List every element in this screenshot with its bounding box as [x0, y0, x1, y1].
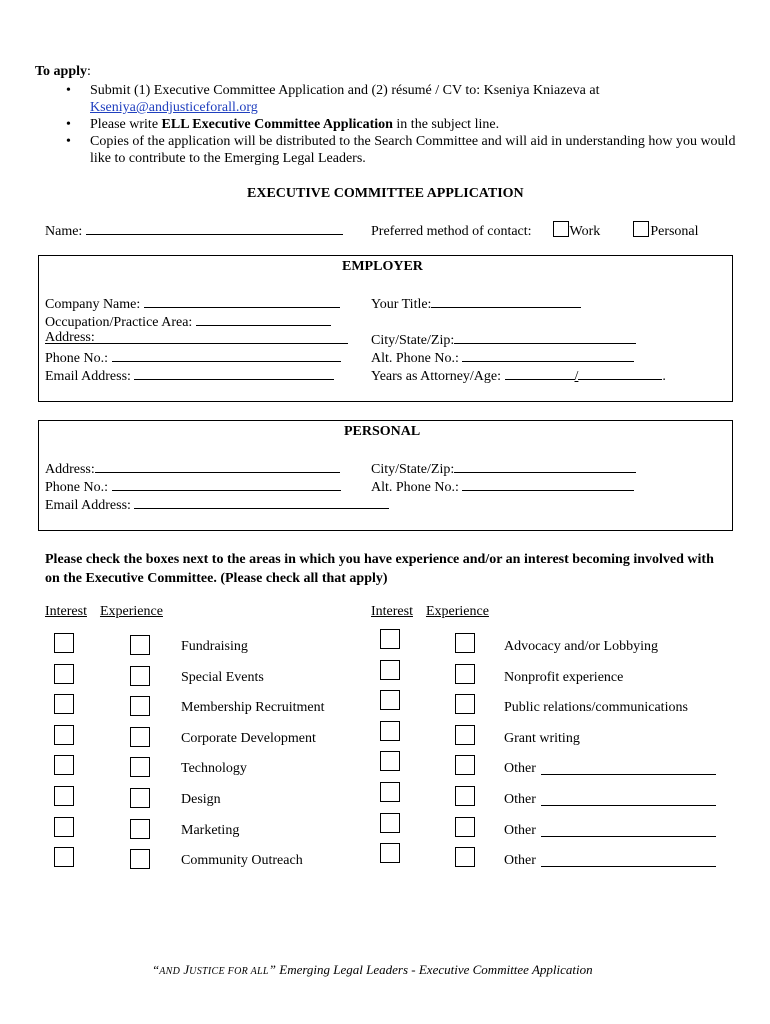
area-label: Corporate Development — [181, 730, 316, 746]
area-label: Public relations/communications — [504, 700, 688, 716]
interest-checkbox[interactable] — [54, 786, 74, 806]
employer-email-field[interactable]: Email Address: — [45, 366, 334, 385]
company-name-field[interactable]: Company Name: — [45, 294, 340, 313]
experience-checkbox[interactable] — [455, 725, 475, 745]
employer-city-field[interactable]: City/State/Zip: — [371, 330, 636, 349]
personal-email-field[interactable]: Email Address: — [45, 495, 389, 514]
experience-checkbox[interactable] — [130, 757, 150, 777]
interest-checkbox[interactable] — [54, 694, 74, 714]
interest-checkbox[interactable] — [380, 629, 400, 649]
other-input-line[interactable] — [541, 823, 716, 837]
interest-checkbox[interactable] — [54, 664, 74, 684]
experience-checkbox[interactable] — [455, 817, 475, 837]
email-link[interactable]: Kseniya@andjusticeforall.org — [90, 100, 258, 115]
personal-checkbox[interactable] — [633, 221, 649, 237]
name-input-line[interactable] — [86, 221, 343, 235]
area-label: Marketing — [181, 822, 240, 838]
personal-phone-field[interactable]: Phone No.: — [45, 477, 341, 496]
work-checkbox[interactable] — [553, 221, 569, 237]
list-item: • Submit (1) Executive Committee Application and (2) résumé / CV to: Kseniya Kniazeva at Kseniya@andjusticeforall.org — [62, 82, 742, 116]
list-item: • Please write ELL Executive Committee Application in the subject line. — [62, 116, 742, 133]
years-input-line[interactable] — [505, 366, 575, 380]
occupation-field[interactable]: Occupation/Practice Area: — [45, 312, 331, 331]
area-label: Fundraising — [181, 639, 248, 654]
other-input-line[interactable] — [541, 761, 716, 775]
interest-checkbox[interactable] — [54, 847, 74, 867]
interest-checkbox[interactable] — [54, 817, 74, 837]
interest-checkbox[interactable] — [380, 660, 400, 680]
experience-checkbox[interactable] — [130, 819, 150, 839]
interest-checkbox[interactable] — [380, 721, 400, 741]
contact-method: Preferred method of contact: Work Personal — [371, 221, 699, 240]
experience-checkbox[interactable] — [130, 727, 150, 747]
title-field[interactable]: Your Title: — [371, 294, 581, 313]
employer-alt-phone-field[interactable]: Alt. Phone No.: — [371, 348, 634, 367]
area-label: Design — [181, 792, 221, 807]
other-input-line[interactable] — [541, 792, 716, 806]
interest-checkbox[interactable] — [380, 690, 400, 710]
experience-checkbox[interactable] — [130, 849, 150, 869]
interest-checkbox[interactable] — [380, 751, 400, 771]
experience-checkbox[interactable] — [455, 847, 475, 867]
experience-checkbox[interactable] — [455, 786, 475, 806]
interest-checkbox[interactable] — [54, 633, 74, 653]
apply-instructions-list — [62, 82, 742, 167]
employer-address-field[interactable]: Address: — [45, 330, 95, 345]
experience-checkbox[interactable] — [130, 696, 150, 716]
experience-checkbox[interactable] — [455, 633, 475, 653]
interest-checkbox[interactable] — [380, 843, 400, 863]
area-label: Membership Recruitment — [181, 700, 325, 716]
apply-heading: To apply: — [35, 64, 91, 79]
interest-checkbox[interactable] — [54, 725, 74, 745]
interest-checkbox[interactable] — [54, 755, 74, 775]
experience-checkbox[interactable] — [130, 788, 150, 808]
experience-checkbox[interactable] — [455, 694, 475, 714]
list-item: • Copies of the application will be distributed to the Search Committee and will aid in understanding how you would like to contribute to the Emerging Legal Leaders. — [62, 133, 742, 167]
interest-checkbox[interactable] — [380, 782, 400, 802]
employer-heading: EMPLOYER — [342, 259, 423, 274]
area-label: Other — [504, 822, 536, 838]
experience-checkbox[interactable] — [455, 664, 475, 684]
checkbox-instructions: Please check the boxes next to the areas in which you have experience and/or an interest becoming involved with on the Executive Committee. (Please check all that apply) — [45, 552, 714, 586]
left-column-headers: Interest Experience — [45, 604, 163, 619]
experience-checkbox[interactable] — [130, 635, 150, 655]
area-label: Special Events — [181, 669, 264, 685]
area-label: Community Outreach — [181, 853, 303, 869]
employer-phone-field[interactable]: Phone No.: — [45, 348, 341, 367]
right-column-headers: Interest Experience — [371, 604, 489, 619]
area-label: Other — [504, 853, 536, 869]
personal-city-field[interactable]: City/State/Zip: — [371, 459, 636, 478]
area-label: Other — [504, 792, 536, 807]
form-title: EXECUTIVE COMMITTEE APPLICATION — [247, 186, 524, 201]
page-footer: “AND JUSTICE FOR ALL” Emerging Legal Leaders - Executive Committee Application — [152, 962, 593, 977]
employer-address-line[interactable] — [45, 343, 348, 344]
area-label: Nonprofit experience — [504, 669, 624, 685]
name-field[interactable]: Name: — [45, 221, 343, 240]
personal-heading: PERSONAL — [344, 424, 421, 439]
years-age-field[interactable]: Years as Attorney/Age: / . — [371, 366, 666, 385]
area-label: Grant writing — [504, 730, 580, 746]
experience-checkbox[interactable] — [455, 755, 475, 775]
experience-checkbox[interactable] — [130, 666, 150, 686]
personal-address-field[interactable]: Address: — [45, 459, 340, 478]
interest-checkbox[interactable] — [380, 813, 400, 833]
other-input-line[interactable] — [541, 853, 716, 867]
area-label: Other — [504, 761, 536, 777]
area-label: Technology — [181, 761, 247, 777]
personal-alt-phone-field[interactable]: Alt. Phone No.: — [371, 477, 634, 496]
age-input-line[interactable] — [578, 366, 662, 380]
area-label: Advocacy and/or Lobbying — [504, 639, 658, 654]
